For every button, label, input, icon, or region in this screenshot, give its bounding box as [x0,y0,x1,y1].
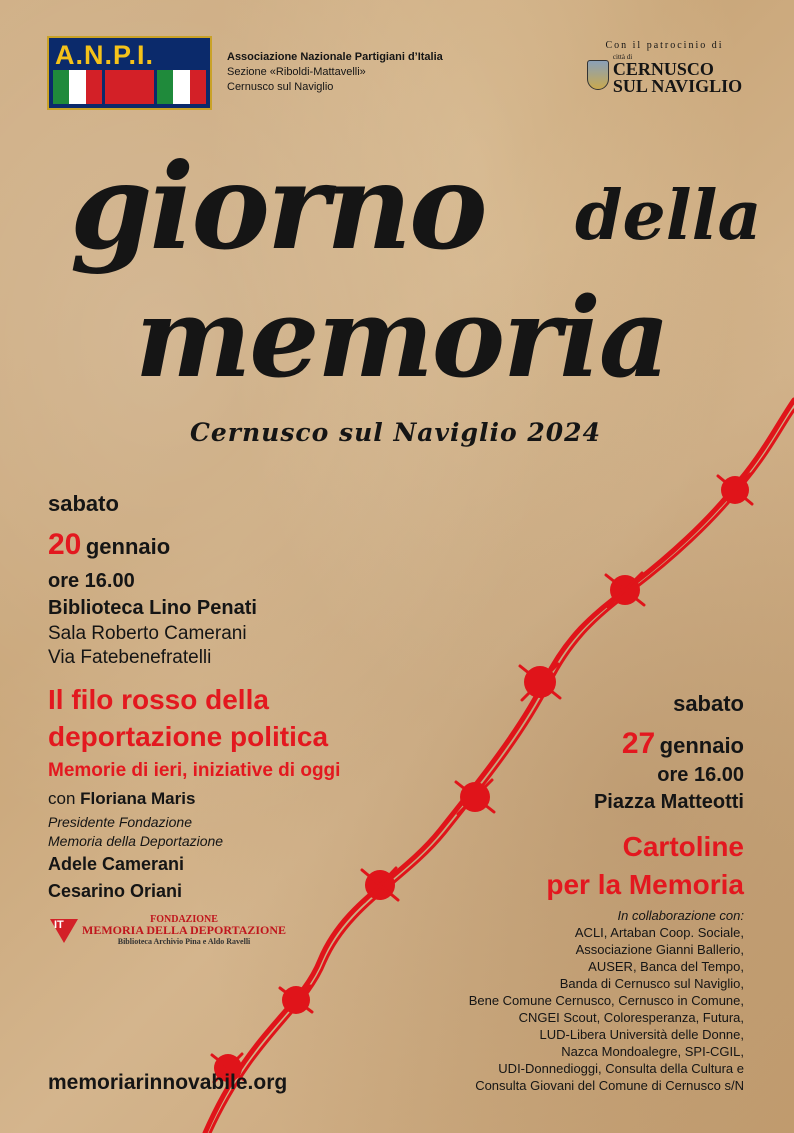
event2-day-name: sabato [673,691,744,716]
event2-title-line1: Cartoline [622,831,744,862]
collab-line: LUD-Libera Università delle Donne, [539,1027,744,1042]
collab-line: UDI-Donnedioggi, Consulta della Cultura e [498,1061,744,1076]
event2-venue: Piazza Matteotti [593,791,744,813]
association-info [227,50,443,95]
event1-day-number: 20 [48,528,82,561]
collaborators-block [384,907,744,1094]
association-section: Sezione «Riboldi-Mattavelli» [227,66,366,78]
collab-line: CNGEI Scout, Coloresperanza, Futura, [518,1010,744,1025]
foundation-mark-icon: IT [50,919,78,943]
collab-line: ACLI, Artaban Coop. Sociale, [574,925,744,940]
title-memoria: memoria [135,273,669,402]
event1-subtitle: Memorie di ieri, iniziative di oggi [48,760,341,781]
event1-time: ore 16.00 [48,570,135,592]
collab-line: Banda di Cernusco sul Naviglio, [559,976,744,991]
patronage-city: città di CERNUSCO SUL NAVIGLIO [612,53,743,96]
event2-time: ore 16.00 [657,764,744,786]
association-name: Associazione Nazionale Partigiani d’Italia [227,51,443,63]
speaker2-name: Adele Camerani [48,854,185,874]
event1-title-line2: deportazione politica [48,721,329,752]
collab-heading: In collaborazione con: [617,908,744,923]
collab-line: Associazione Gianni Ballerio, [575,942,744,957]
event1-venue: Biblioteca Lino Penati [48,597,257,619]
collab-line: AUSER, Banca del Tempo, [588,959,744,974]
collab-line: Bene Comune Cernusco, Cernusco in Comune, [468,993,744,1008]
anpi-logo [47,36,212,110]
event1-speaker1: con Floriana Maris [48,789,196,808]
foundation-logo: IT FONDAZIONE MEMORIA DELLA DEPORTAZIONE Biblioteca Archivio Pina e Aldo Ravelli [50,914,286,947]
event2-day-number: 27 [621,727,656,760]
city-crest-icon [587,60,609,90]
speaker1-role: Presidente Fondazione Memoria della Deportazione [48,814,224,849]
event1-address: Via Fatebenefratelli [48,647,212,668]
title-giorno: giorno [70,137,485,276]
event1-date [48,528,170,562]
speaker3-name: Cesarino Oriani [48,881,183,901]
event1-month: gennaio [85,534,171,559]
collab-line: Nazca Mondoalegre, SPI-CGIL, [561,1044,744,1059]
website-link[interactable]: memoriarinnovabile.org [48,1071,288,1094]
collab-line: Consulta Giovani del Comune di Cernusco s/N [475,1078,744,1093]
association-location: Cernusco sul Naviglio [227,81,334,93]
event2-title-line2: per la Memoria [546,869,744,900]
event1-title-line1: Il filo rosso della [48,684,269,715]
anpi-flags [53,70,206,104]
speaker1-name: Floriana Maris [80,789,196,808]
event2-date [622,727,744,761]
patronage-label: Con il patrocinio di [605,40,724,51]
event1-day-name: sabato [48,491,119,516]
anpi-logo-text: A.N.P.I. [55,40,155,70]
patronage-block [577,40,752,95]
event1-room: Sala Roberto Camerani [48,623,247,644]
event2-month: gennaio [659,733,744,758]
title-subtitle: Cernusco sul Naviglio 2024 [190,418,601,447]
title-della: della [575,176,762,256]
